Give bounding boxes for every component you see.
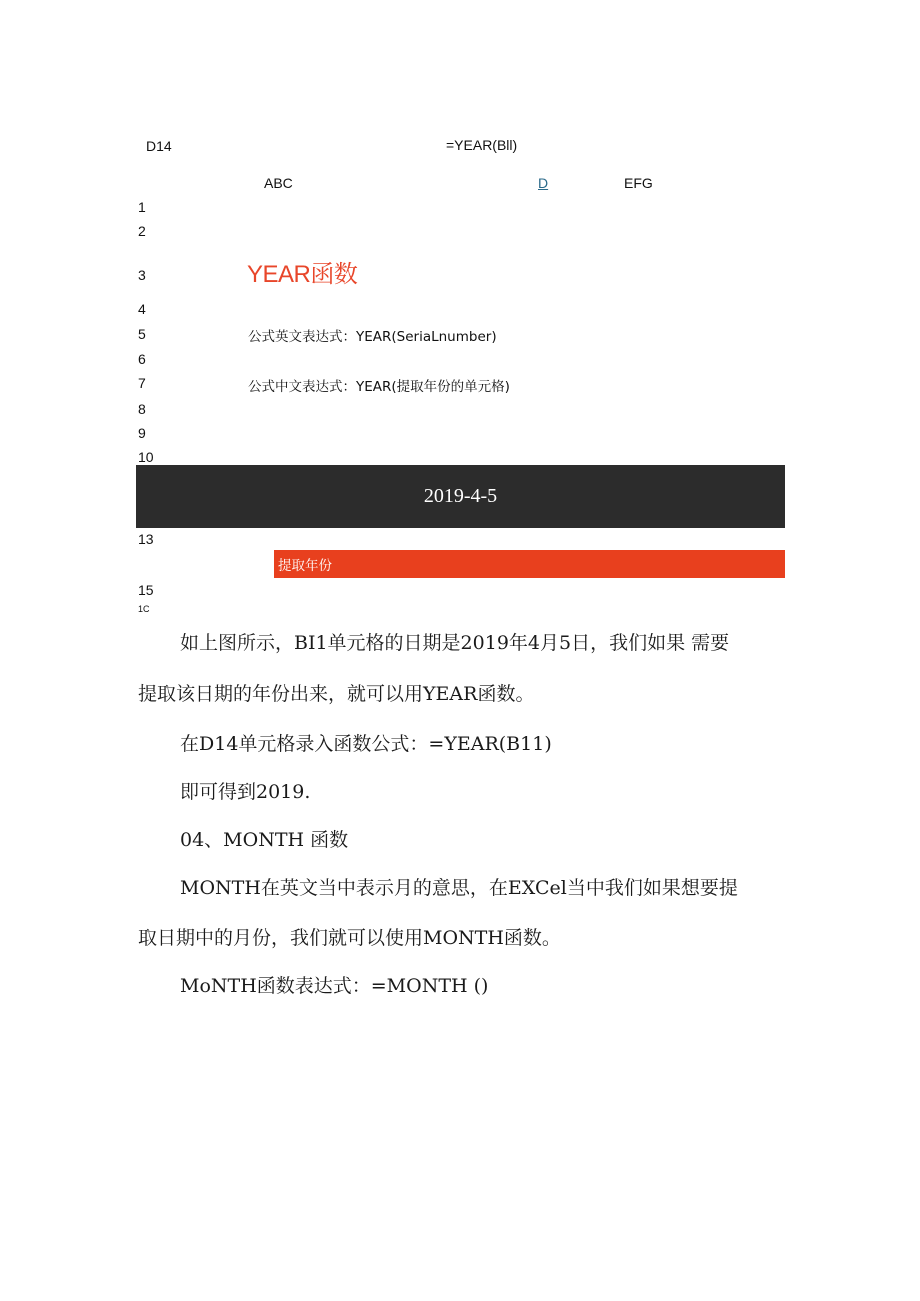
row-number: 8 — [138, 401, 146, 417]
paragraph-line: 提取该日期的年份出来，就可以用YEAR函数。 — [138, 683, 535, 705]
paragraph-line: MONTH在英文当中表示月的意思，在EXCel当中我们如果想要提 — [180, 877, 738, 899]
row-number: 7 — [138, 375, 146, 391]
formula-text: =YEAR(Bll) — [446, 137, 518, 153]
row-number: 13 — [138, 531, 154, 547]
row-number: 2 — [138, 223, 146, 239]
row-number: 9 — [138, 425, 146, 441]
expression-english: 公式英文表达式：YEAR(SeriaLnumber) — [248, 329, 497, 345]
row-number: 1C — [138, 604, 150, 614]
paragraph-line: 即可得到2019. — [180, 781, 311, 803]
paragraph-line: 在D14单元格录入函数公式：=YEAR(B11) — [180, 733, 552, 755]
sheet-title: YEAR函数 — [247, 261, 358, 288]
paragraph-line: MoNTH函数表达式：=MONTH () — [180, 975, 489, 997]
section-heading: 04、MONTH 函数 — [180, 829, 349, 851]
extract-year-label: 提取年份 — [278, 558, 332, 574]
row-number: 5 — [138, 326, 146, 342]
row-number: 15 — [138, 582, 154, 598]
paragraph-line: 如上图所示，BI1单元格的日期是2019年4月5日，我们如果 需要 — [180, 632, 730, 654]
paragraph-line: 取日期中的月份，我们就可以使用MONTH函数。 — [138, 927, 561, 949]
date-value-cell — [136, 465, 785, 528]
row-number: 3 — [138, 267, 146, 283]
row-number: 10 — [138, 449, 154, 465]
column-header-efg: EFG — [624, 175, 653, 191]
row-number: 4 — [138, 301, 146, 317]
row-number: 1 — [138, 199, 146, 215]
cell-reference: D14 — [146, 138, 172, 154]
column-header-d: D — [538, 175, 549, 191]
date-value: 2019-4-5 — [423, 485, 498, 507]
row-number: 6 — [138, 351, 146, 367]
expression-chinese: 公式中文表达式：YEAR(提取年份的单元格) — [248, 379, 510, 395]
extract-year-label-cell — [274, 550, 785, 578]
column-header-abc: ABC — [264, 175, 293, 191]
